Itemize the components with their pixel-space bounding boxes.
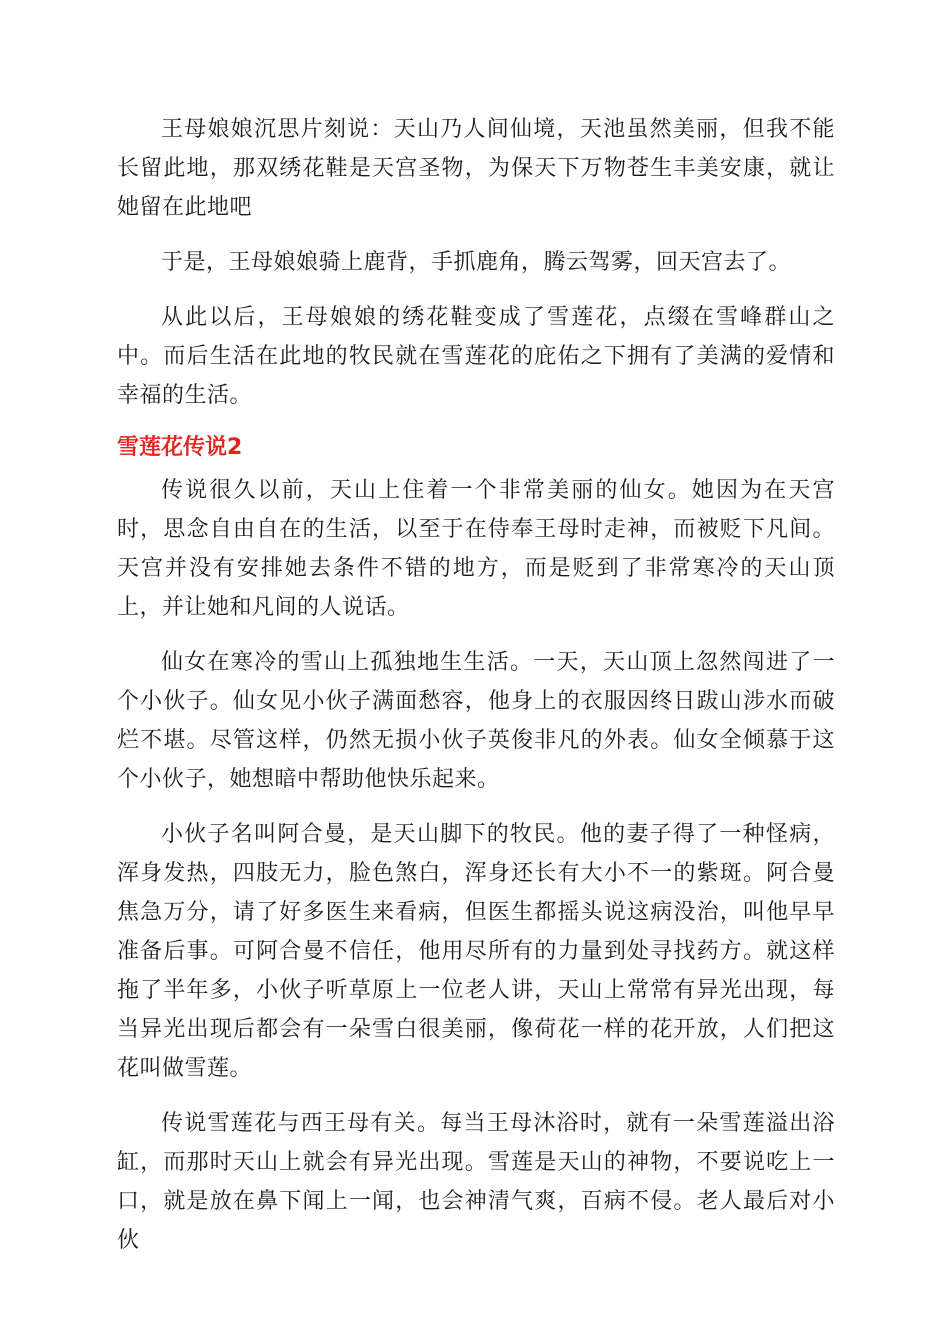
section-heading: 雪莲花传说2	[117, 435, 243, 460]
paragraph-ahman-story: 小伙子名叫阿合曼，是天山脚下的牧民。他的妻子得了一种怪病，浑身发热，四肢无力，脸色煞白，浑身还长有大小不一的紫斑。阿合曼焦急万分，请了好多医生来看病，但医生都摇头说这病没治，叫他早早准备后事。可阿合曼不信任，他用尽所有的力量到处寻找药方。就这样拖了半年多，小伙子听草原上一位老人讲，天山上常常有异光出现，每当异光出现后都会有一朵雪白很美丽，像荷花一样的花开放，人们把这花叫做雪莲。	[117, 822, 835, 1081]
document-body	[117, 110, 835, 1276]
paragraph-fairy-banished: 传说很久以前，天山上住着一个非常美丽的仙女。她因为在天宫时，思念自由自在的生活，以至于在侍奉王母时走神，而被贬下凡间。天宫并没有安排她去条件不错的地方，而是贬到了非常寒冷的天山顶上，并让她和凡间的人说话。	[117, 478, 835, 620]
paragraph-lotus-legend: 传说雪莲花与西王母有关。每当王母沐浴时，就有一朵雪莲溢出浴缸，而那时天山上就会有异光出现。雪莲是天山的神物，不要说吃上一口，就是放在鼻下闻上一闻，也会神清气爽，百病不侵。老人最后对小伙	[117, 1111, 835, 1253]
paragraph-queen-departure: 于是，王母娘娘骑上鹿背，手抓鹿角，腾云驾雾，回天宫去了。	[161, 250, 792, 275]
paragraph-shoes-become-lotus: 从此以后，王母娘娘的绣花鞋变成了雪莲花，点缀在雪峰群山之中。而后生活在此地的牧民就在雪莲花的庇佑之下拥有了美满的爱情和幸福的生活。	[117, 305, 835, 408]
paragraph-fairy-meets-young-man: 仙女在寒冷的雪山上孤独地生生活。一天，天山顶上忽然闯进了一个小伙子。仙女见小伙子满面愁容，他身上的衣服因终日跋山涉水而破烂不堪。尽管这样，仍然无损小伙子英俊非凡的外表。仙女全倾慕于这个小伙子，她想暗中帮助他快乐起来。	[117, 650, 835, 792]
paragraph-queen-decision: 王母娘娘沉思片刻说：天山乃人间仙境，天池虽然美丽，但我不能长留此地，那双绣花鞋是天宫圣物，为保天下万物苍生丰美安康，就让她留在此地吧	[117, 117, 835, 220]
